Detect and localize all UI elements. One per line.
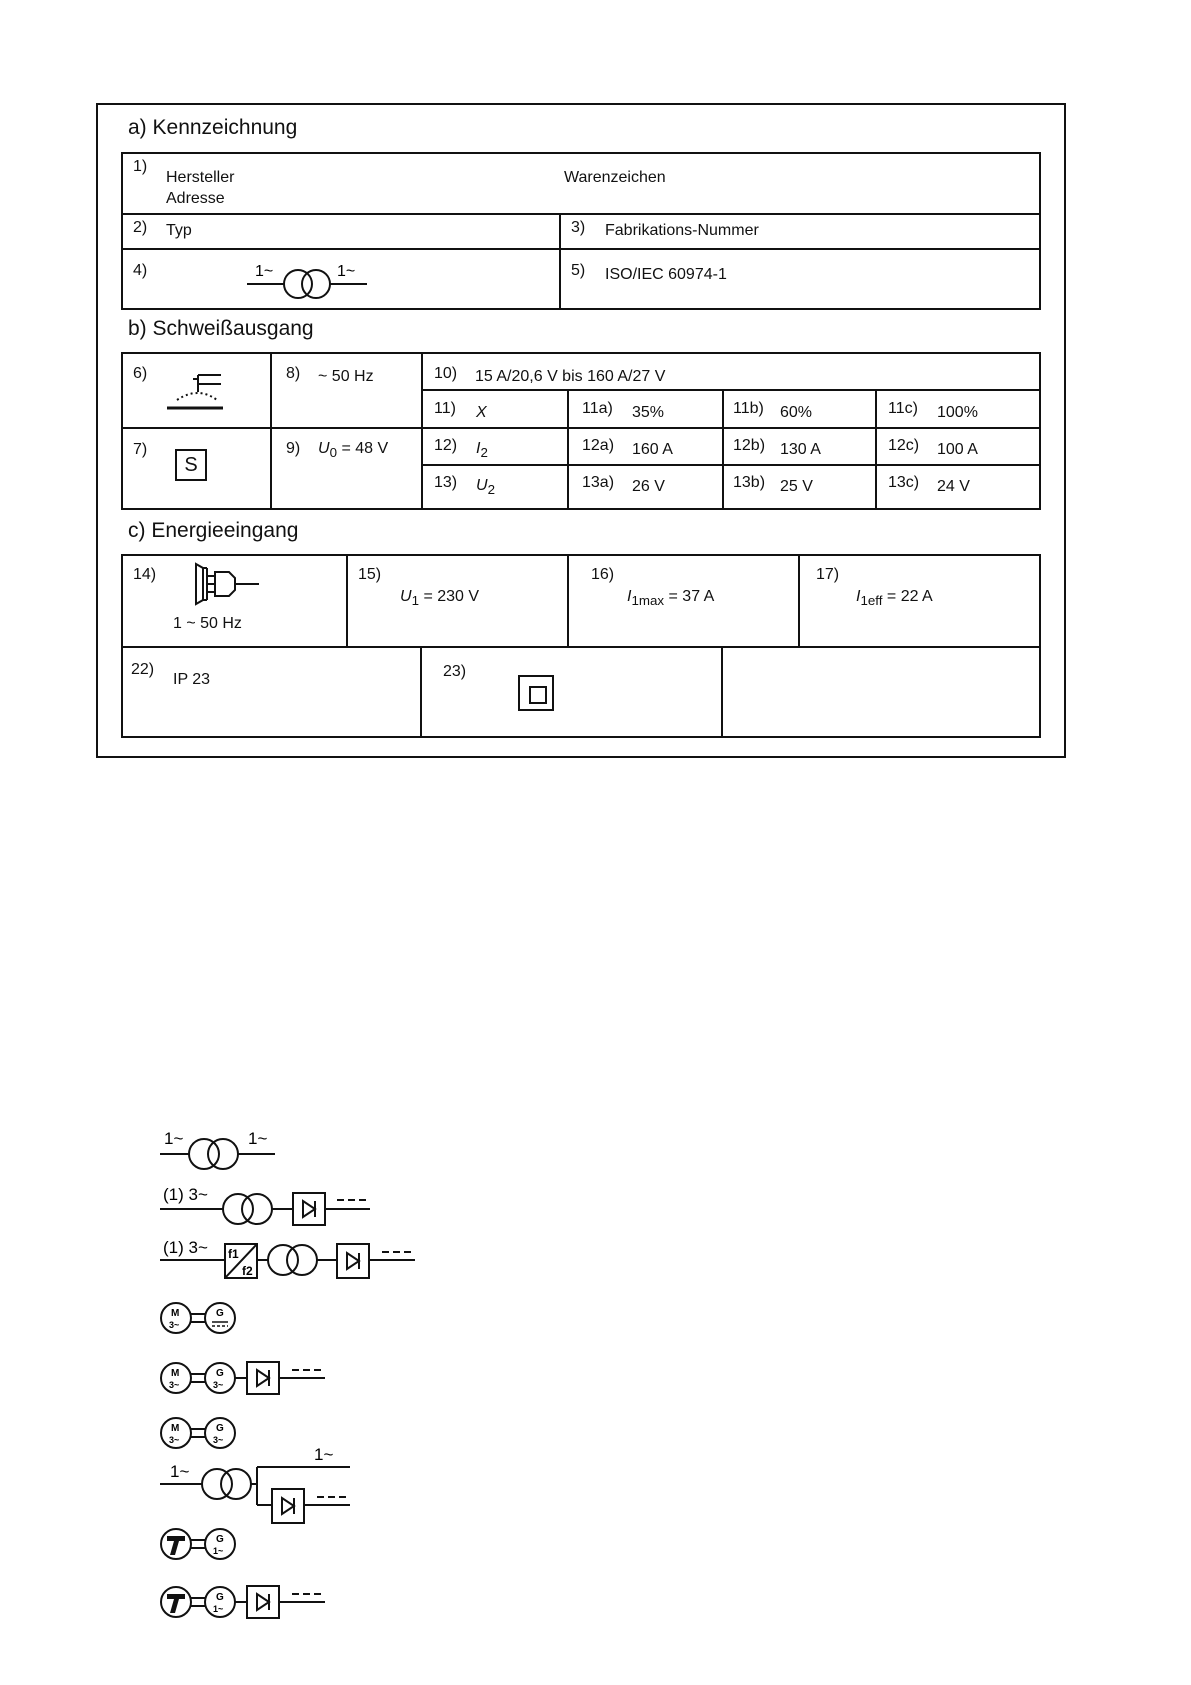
cell-value: 25 V [780, 478, 813, 495]
input-label: (1) 3~ [163, 1185, 208, 1204]
motor-label: M [171, 1368, 180, 1379]
current-range-label: 15 A/20,6 V bis 160 A/27 V [475, 368, 666, 385]
field-number: 11b) [733, 400, 764, 417]
divider [421, 352, 423, 510]
symbol-engine-generator-rectifier-icon [160, 1582, 330, 1622]
divider [421, 464, 1041, 466]
phase-label: 3~ [213, 1380, 224, 1390]
phase-label: 3~ [169, 1320, 180, 1330]
value: = 230 V [423, 588, 480, 605]
duty-cycle-symbol: X [476, 404, 487, 421]
field-number: 13) [434, 474, 458, 491]
f1-label: f1 [228, 1247, 239, 1261]
effective-input-current [856, 588, 933, 608]
field-number: 11a) [582, 400, 613, 417]
divider [270, 352, 272, 510]
phase-label: 3~ [169, 1435, 180, 1445]
field-number: 12) [434, 437, 458, 454]
input-label: (1) 3~ [163, 1238, 208, 1257]
phase-label: 3~ [213, 1435, 224, 1445]
field-number: 11) [434, 400, 456, 417]
value: = 37 A [668, 588, 715, 605]
motor-label: M [171, 1308, 180, 1319]
divider [567, 554, 569, 647]
cell-value: 35% [632, 404, 665, 421]
field-number: 15) [358, 566, 382, 583]
motor-label: M [171, 1423, 180, 1434]
divider [721, 646, 723, 738]
field-number: 16) [591, 566, 615, 583]
value: = 48 V [341, 440, 389, 457]
s-symbol-icon: S [175, 449, 207, 481]
divider [121, 213, 1041, 215]
field-number: 10) [434, 365, 458, 382]
cell-value: 130 A [780, 441, 821, 458]
divider [875, 389, 877, 510]
max-input-current [627, 588, 714, 608]
welding-process-icon [165, 372, 225, 414]
subscript: 1eff [860, 593, 883, 609]
field-number: 13a) [582, 474, 615, 491]
subscript: 2 [480, 445, 488, 461]
symbol: U [318, 440, 330, 457]
divider [121, 646, 1041, 648]
symbol: I [856, 588, 861, 605]
cell-value: 100 A [937, 441, 978, 458]
field-number: 23) [443, 663, 467, 680]
field-number: 13c) [888, 474, 920, 491]
subscript: 0 [329, 445, 337, 461]
transformer-symbol-icon [245, 256, 370, 301]
generator-label: G [216, 1534, 224, 1545]
symbol-engine-generator-ac-icon [160, 1526, 240, 1562]
fabrikation-label: Fabrikations-Nummer [605, 222, 759, 239]
frequency-label: ~ 50 Hz [318, 368, 374, 385]
hersteller-label: Hersteller [166, 169, 235, 186]
inner-square [529, 686, 547, 704]
symbol-transformer-rectifier-icon [160, 1183, 375, 1229]
mains-plug-icon [193, 562, 263, 606]
output-label: 1~ [314, 1445, 334, 1464]
section-title-kennzeichnung: a) Kennzeichnung [128, 116, 298, 139]
field-number: 12a) [582, 437, 615, 454]
field-number: 5) [571, 262, 586, 279]
field-number: 12c) [888, 437, 920, 454]
generator-label: G [216, 1592, 224, 1603]
subscript: 1 [411, 593, 419, 609]
field-number: 6) [133, 365, 148, 382]
transformer-input-label: 1~ [255, 263, 274, 280]
symbol: I [627, 588, 632, 605]
input-voltage [400, 588, 479, 608]
generator-label: G [216, 1308, 224, 1319]
subscript: 2 [487, 482, 495, 498]
subscript: 1max [631, 593, 665, 609]
load-voltage-symbol [476, 477, 495, 497]
divider [567, 389, 569, 510]
plug-frequency-label: 1 ~ 50 Hz [173, 615, 242, 632]
symbol: U [476, 477, 488, 494]
f2-label: f2 [242, 1264, 253, 1278]
field-number: 13b) [733, 474, 766, 491]
adresse-label: Adresse [166, 190, 225, 207]
output-label: 1~ [248, 1129, 268, 1148]
typ-label: Typ [166, 222, 192, 239]
warenzeichen-label: Warenzeichen [564, 169, 666, 186]
cell-value: 60% [780, 404, 813, 421]
generator-label: G [216, 1368, 224, 1379]
generator-label: G [216, 1423, 224, 1434]
field-number: 22) [131, 661, 155, 678]
divider [121, 248, 1041, 250]
welding-current-symbol [476, 440, 488, 460]
divider [346, 554, 348, 647]
symbol: U [400, 588, 412, 605]
field-number: 3) [571, 219, 586, 236]
divider [559, 213, 561, 310]
field-number: 1) [133, 158, 148, 175]
cell-value: 26 V [632, 478, 665, 495]
symbol-inverter-icon [160, 1236, 420, 1286]
transformer-output-label: 1~ [337, 263, 356, 280]
field-number: 17) [816, 566, 840, 583]
field-number: 9) [286, 440, 301, 457]
field-number: 14) [133, 566, 157, 583]
field-number: 2) [133, 219, 148, 236]
divider [420, 646, 422, 738]
value: = 22 A [886, 588, 933, 605]
divider [722, 389, 724, 510]
phase-label: 1~ [213, 1604, 224, 1614]
ip-rating-label: IP 23 [173, 671, 211, 688]
cell-value: 160 A [632, 441, 673, 458]
field-number: 7) [133, 441, 148, 458]
norm-label: ISO/IEC 60974-1 [605, 266, 727, 283]
symbol: I [476, 440, 481, 457]
divider [421, 389, 1041, 391]
symbol-motor-generator-rectifier-icon [160, 1358, 330, 1398]
section-title-energieeingang: c) Energieeingang [128, 519, 299, 542]
cell-value: 100% [937, 404, 978, 421]
input-label: 1~ [170, 1462, 190, 1481]
field-number: 4) [133, 262, 148, 279]
symbol-motor-generator-dc-icon [160, 1300, 240, 1336]
symbol-single-phase-transformer-icon [160, 1128, 280, 1170]
input-label: 1~ [164, 1129, 184, 1148]
protection-class-ii-icon [518, 675, 554, 711]
section-title-schweissausgang: b) Schweißausgang [128, 317, 314, 340]
field-number: 8) [286, 365, 301, 382]
divider [421, 427, 1041, 429]
field-number: 12b) [733, 437, 766, 454]
symbol-motor-generator-transformer-icon [160, 1415, 360, 1535]
no-load-voltage [318, 440, 388, 460]
phase-label: 1~ [213, 1546, 224, 1556]
field-number: 11c) [888, 400, 918, 417]
phase-label: 3~ [169, 1380, 180, 1390]
cell-value: 24 V [937, 478, 970, 495]
divider [798, 554, 800, 647]
